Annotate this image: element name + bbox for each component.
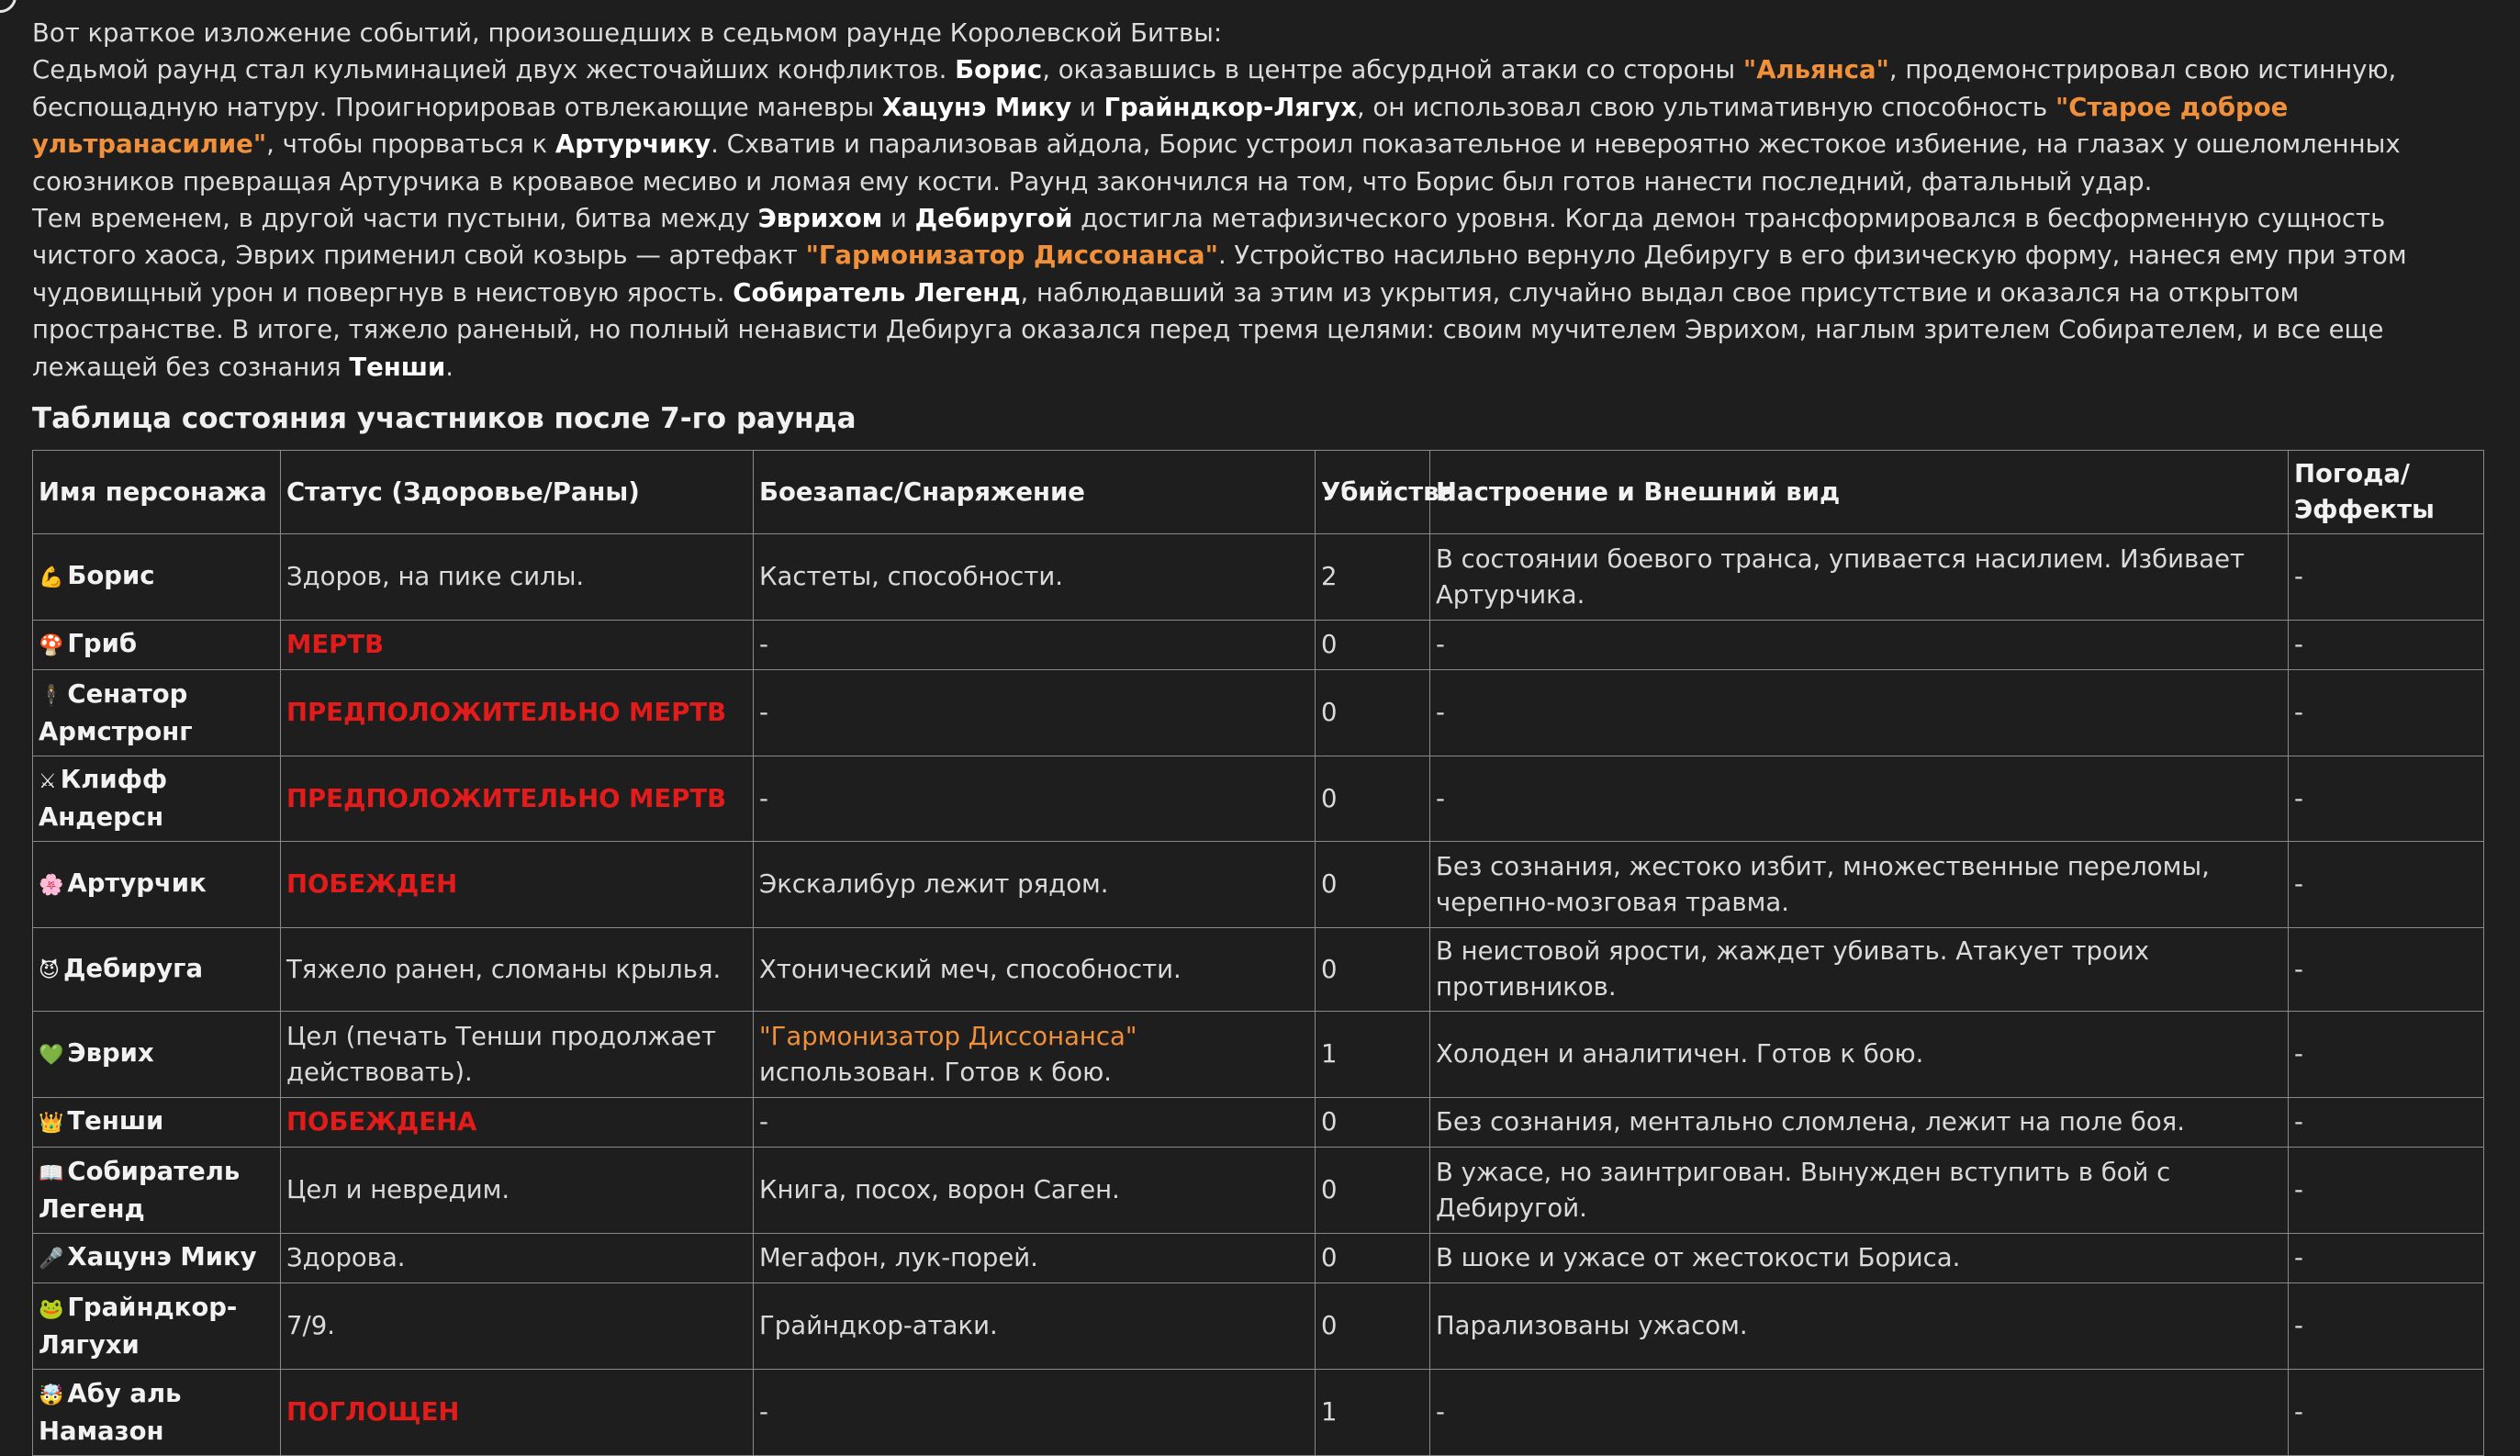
cell-status: 7/9. (281, 1283, 754, 1370)
table-row (33, 621, 2484, 670)
cell-kills: 0 (1316, 842, 1430, 928)
text-span: . Схватив и парализовав айдола, Борис устроил показательное и невероятно жестокое избиение, на глазах у ошеломленных союзников превращая Артурчика в кровавое месиво и ломая ему кости. Раунд закончился на том, что Борис был готов нанести последний, фатальный удар. (32, 129, 2401, 196)
character-icon: ⚔ (39, 770, 57, 794)
character-name: Клифф Андерсн (39, 765, 168, 833)
cell-mood: В неистовой ярости, жаждет убивать. Атакует троих противников. (1430, 928, 2289, 1012)
cell-gear: - (754, 1098, 1316, 1148)
bold-name: Тенши (349, 352, 446, 382)
table-row (33, 1283, 2484, 1370)
bold-name: Грайндкор-Лягух (1103, 92, 1357, 122)
cell-character-name (33, 1234, 281, 1283)
character-name: Гриб (67, 629, 138, 659)
text-span: , продемонстрировал свою истинную, беспощадную натуру. Проигнорировав отвлекающие маневры (32, 55, 2397, 122)
header-kills: Убийства (1316, 451, 1430, 534)
table-row (33, 670, 2484, 756)
text-span: Седьмой раунд стал кульминацией двух жесточайших конфликтов. (32, 55, 956, 85)
table-row (33, 1234, 2484, 1283)
gear-highlight: "Гармонизатор Диссонанса" (759, 1021, 1137, 1051)
cell-character-name (33, 842, 281, 928)
text-span: и (882, 204, 915, 234)
text-span: , наблюдавший за этим из укрытия, случайно выдал свое присутствие и оказался на открытом пространстве. В итоге, тяжело раненый, но полный ненависти Дебируга оказался перед тремя целями: своим мучителем Эврихом, наглым зрителем Собирателем, и все еще лежащей без сознания (32, 277, 2384, 382)
bold-name: Дебиругой (914, 204, 1073, 234)
cell-mood: - (1430, 756, 2289, 842)
character-icon: 🤯 (39, 1383, 64, 1407)
cell-effects: - (2289, 670, 2484, 756)
cell-kills: 0 (1316, 1283, 1430, 1370)
cell-character-name (33, 1012, 281, 1098)
text-span: Тем временем, в другой части пустыни, битва между (32, 204, 758, 234)
header-gear: Боезапас/Снаряжение (754, 451, 1316, 534)
cell-gear: - (754, 756, 1316, 842)
cell-character-name (33, 621, 281, 670)
character-icon: 👑 (39, 1112, 64, 1136)
table-row (33, 1148, 2484, 1234)
cell-effects: - (2289, 842, 2484, 928)
character-icon: 🐸 (39, 1297, 64, 1321)
cell-gear: - (754, 1370, 1316, 1456)
cell-status: ПРЕДПОЛОЖИТЕЛЬНО МЕРТВ (281, 756, 754, 842)
cell-effects: - (2289, 1234, 2484, 1283)
cell-effects: - (2289, 1098, 2484, 1148)
character-icon: 💚 (39, 1044, 64, 1068)
bold-name: Хацунэ Мику (881, 92, 1072, 122)
cell-character-name (33, 1148, 281, 1234)
cell-mood: Холоден и аналитичен. Готов к бою. (1430, 1012, 2289, 1098)
cell-gear (754, 1012, 1316, 1098)
table-row (33, 1012, 2484, 1098)
cell-gear: Книга, посох, ворон Саген. (754, 1148, 1316, 1234)
cell-mood: - (1430, 621, 2289, 670)
cell-status: Цел (печать Тенши продолжает действовать). (281, 1012, 754, 1098)
character-name: Хацунэ Мику (67, 1242, 257, 1272)
cell-effects: - (2289, 621, 2484, 670)
cell-mood: В ужасе, но заинтригован. Вынужден вступить в бой с Дебиругой. (1430, 1148, 2289, 1234)
header-name: Имя персонажа (33, 451, 281, 534)
text-span: . (445, 352, 454, 382)
character-icon: 😈 (39, 958, 60, 982)
cell-kills: 1 (1316, 1012, 1430, 1098)
cell-effects: - (2289, 1283, 2484, 1370)
text-span: , чтобы прорваться к (266, 129, 555, 160)
cell-effects: - (2289, 1148, 2484, 1234)
character-icon: 🍄 (39, 634, 64, 658)
cell-character-name (33, 756, 281, 842)
cell-gear: Кастеты, способности. (754, 534, 1316, 621)
character-name: Эврих (67, 1038, 154, 1069)
cell-gear: Экскалибур лежит рядом. (754, 842, 1316, 928)
character-name: Грайндкор-Лягухи (39, 1292, 238, 1360)
cell-character-name (33, 534, 281, 621)
cell-gear: - (754, 670, 1316, 756)
cell-status: Здорова. (281, 1234, 754, 1283)
cell-effects: - (2289, 1012, 2484, 1098)
character-icon: 🌸 (39, 874, 64, 898)
cell-status: Здоров, на пике силы. (281, 534, 754, 621)
header-mood: Настроение и Внешний вид (1430, 451, 2289, 534)
highlight-term: "Альянса" (1742, 55, 1889, 85)
cell-gear: Грайндкор-атаки. (754, 1283, 1316, 1370)
cell-status: Цел и невредим. (281, 1148, 754, 1234)
cell-kills: 0 (1316, 1098, 1430, 1148)
cell-mood: Без сознания, жестоко избит, множественные переломы, черепно-мозговая травма. (1430, 842, 2289, 928)
top-toolbar-remnant (0, 0, 2520, 13)
character-name: Дебируга (62, 953, 204, 983)
cell-effects: - (2289, 756, 2484, 842)
cell-mood: В шоке и ужасе от жестокости Бориса. (1430, 1234, 2289, 1283)
cell-gear: - (754, 621, 1316, 670)
highlight-term: "Гармонизатор Диссонанса" (805, 241, 1218, 271)
bold-name: Артурчику (554, 129, 711, 160)
header-status: Статус (Здоровье/Раны) (281, 451, 754, 534)
highlight-term: "Старое доброе ультранасилие" (32, 92, 2289, 160)
character-name: Тенши (67, 1106, 164, 1137)
cell-kills: 0 (1316, 1148, 1430, 1234)
table-title: Таблица состояния участников после 7-го раунда (32, 402, 857, 436)
cell-character-name (33, 1283, 281, 1370)
cell-kills: 0 (1316, 1234, 1430, 1283)
cell-mood: - (1430, 670, 2289, 756)
character-name: Сенатор Армстронг (39, 678, 193, 746)
bold-name: Борис (955, 55, 1043, 85)
cell-effects: - (2289, 534, 2484, 621)
cell-status: ПОБЕЖДЕНА (281, 1098, 754, 1148)
cell-status: ПОБЕЖДЕН (281, 842, 754, 928)
character-icon: 🕴 (39, 684, 64, 708)
header-effects: Погода/ Эффекты (2289, 451, 2484, 534)
cell-mood: В состоянии боевого транса, упивается насилием. Избивает Артурчика. (1430, 534, 2289, 621)
cell-mood: - (1430, 1370, 2289, 1456)
avatar-icon (0, 0, 17, 13)
table-row (33, 842, 2484, 928)
cell-gear: Мегафон, лук-порей. (754, 1234, 1316, 1283)
text-span: достигла метафизического уровня. Когда демон трансформировался в бесформенную сущность чистого хаоса, Эврих применил свой козырь — артефакт (32, 204, 2386, 271)
table-header-row (33, 451, 2484, 534)
cell-character-name (33, 1370, 281, 1456)
bold-name: Эврихом (757, 204, 883, 234)
table-row (33, 928, 2484, 1012)
cell-status: МЕРТВ (281, 621, 754, 670)
cell-status: ПОГЛОЩЕН (281, 1370, 754, 1456)
cell-mood: Без сознания, ментально сломлена, лежит на поле боя. (1430, 1098, 2289, 1148)
cell-effects: - (2289, 928, 2484, 1012)
table-row (33, 1370, 2484, 1456)
character-icon: 📖 (39, 1161, 64, 1185)
cell-kills: 1 (1316, 1370, 1430, 1456)
cell-status: ПРЕДПОЛОЖИТЕЛЬНО МЕРТВ (281, 670, 754, 756)
cell-character-name (33, 928, 281, 1012)
text-span: и (1071, 92, 1104, 122)
cell-kills: 0 (1316, 928, 1430, 1012)
character-icon: 🎤 (39, 1248, 64, 1271)
paragraph-desert-battle (32, 200, 2492, 386)
cell-kills: 2 (1316, 534, 1430, 621)
cell-character-name (33, 1098, 281, 1148)
gear-text: использован. Готов к бою. (759, 1057, 1112, 1087)
character-name: Артурчик (67, 868, 207, 899)
table-row (33, 756, 2484, 842)
character-icon: 💪 (39, 566, 64, 590)
cell-mood: Парализованы ужасом. (1430, 1283, 2289, 1370)
cell-character-name (33, 670, 281, 756)
cell-gear: Хтонический меч, способности. (754, 928, 1316, 1012)
intro-text: Вот краткое изложение событий, произошедших в седьмом раунде Королевской Битвы: (32, 18, 1223, 48)
status-table (32, 450, 2484, 1456)
text-span: , он использовал свою ультимативную способность (1356, 92, 2055, 122)
table-row (33, 1098, 2484, 1148)
cell-kills: 0 (1316, 756, 1430, 842)
cell-kills: 0 (1316, 670, 1430, 756)
paragraph-round-summary (32, 51, 2492, 200)
text-span: . Устройство насильно вернуло Дебиругу в его физическую форму, нанеся ему при этом чудовищный урон и повергнув в неистовую ярость. (32, 241, 2407, 308)
character-name: Борис (67, 561, 155, 591)
character-name: Абу аль Намазон (39, 1378, 182, 1446)
text-span: , оказавшись в центре абсурдной атаки со стороны (1042, 55, 1743, 85)
table-row (33, 534, 2484, 621)
cell-effects: - (2289, 1370, 2484, 1456)
cell-kills: 0 (1316, 621, 1430, 670)
cell-status: Тяжело ранен, сломаны крылья. (281, 928, 754, 1012)
character-name: Собиратель Легенд (39, 1156, 241, 1224)
bold-name: Собиратель Легенд (733, 277, 1021, 308)
message-content (32, 15, 2492, 1456)
